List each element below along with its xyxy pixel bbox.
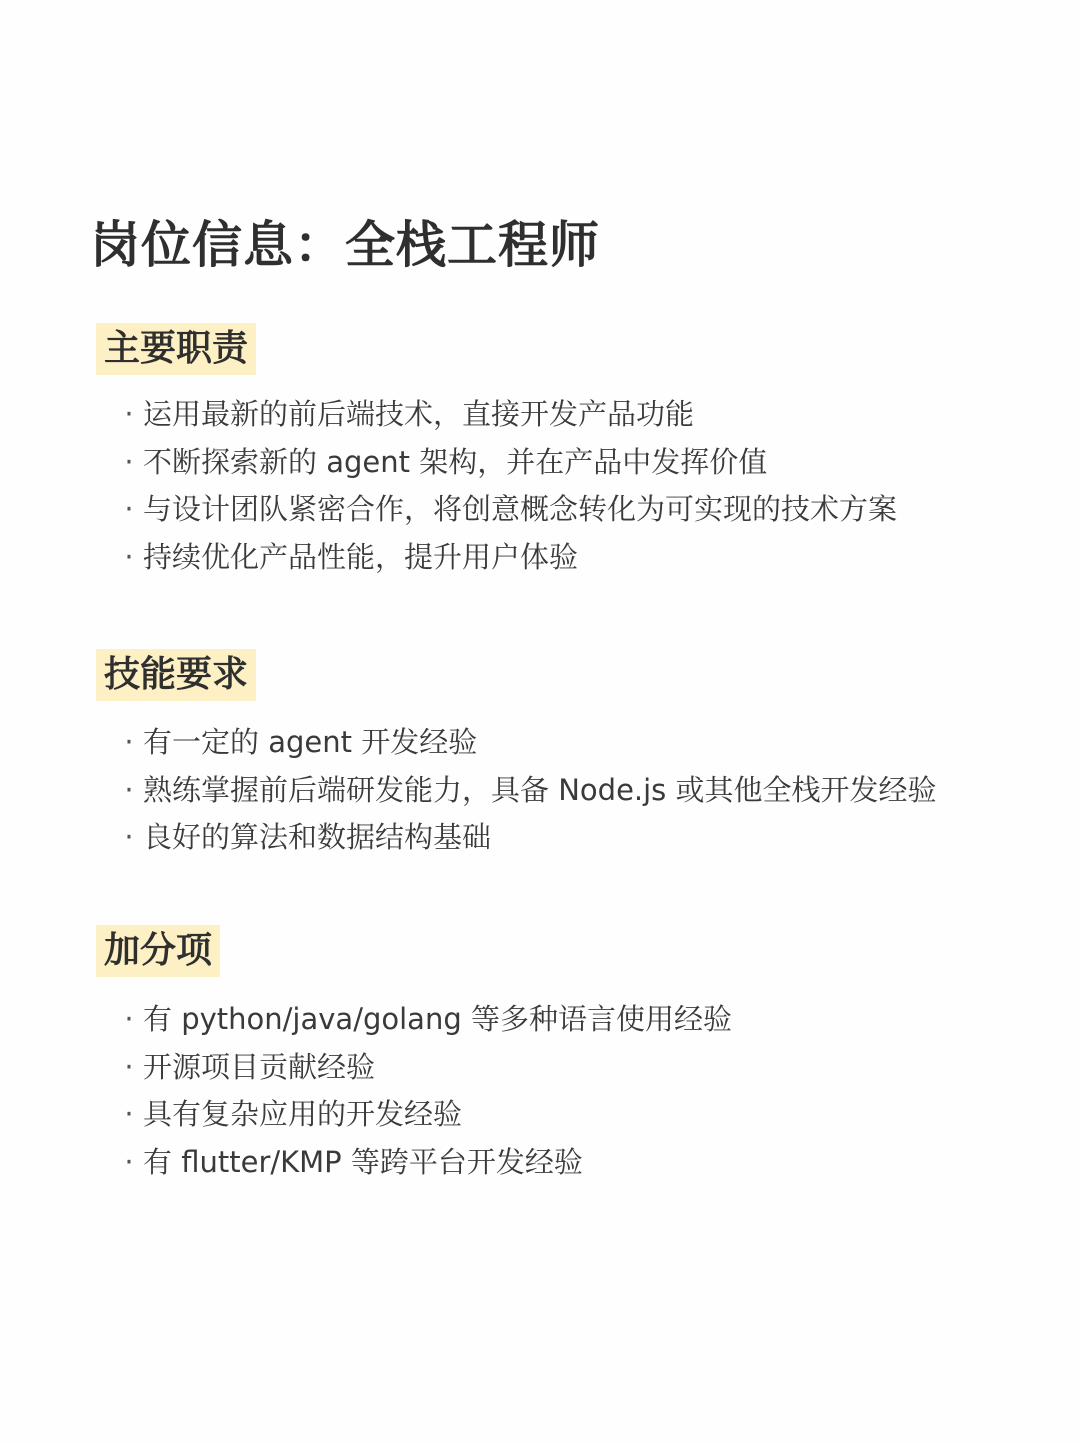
list-item (96, 1139, 996, 1187)
list-item (96, 1044, 996, 1092)
bullet-dot: · (124, 1049, 134, 1084)
bullet-dot: · (124, 1097, 134, 1131)
bullet-dot: · (124, 1002, 134, 1036)
list-item-text: 有一定的 agent 开发经验 (143, 725, 478, 759)
list-item-text: 不断探索新的 agent 架构，并在产品中发挥价值 (143, 444, 768, 479)
section-bonus-points (96, 925, 996, 1186)
list-item (96, 767, 996, 815)
list-item-text: 有 flutter/KMP 等跨平台开发经验 (143, 1144, 583, 1179)
bullet-dot: · (124, 492, 134, 526)
bullet-dot: · (124, 820, 134, 854)
bullet-dot: · (124, 772, 134, 807)
list-item (96, 1091, 996, 1139)
bullet-dot: · (124, 1144, 134, 1179)
bullet-dot: · (124, 539, 134, 574)
list-item (96, 996, 996, 1044)
section-heading: 加分项 (96, 925, 220, 977)
list-item (96, 439, 996, 487)
section-main-duties (96, 323, 996, 581)
section-skill-requirements (96, 649, 996, 862)
list-item-text: 良好的算法和数据结构基础 (143, 820, 492, 854)
skills-list (96, 719, 996, 862)
duties-list (96, 391, 996, 581)
list-item-text: 熟练掌握前后端研发能力，具备 Node.js 或其他全栈开发经验 (143, 772, 937, 807)
list-item-text: 与设计团队紧密合作，将创意概念转化为可实现的技术方案 (143, 492, 898, 526)
list-item-text: 具有复杂应用的开发经验 (143, 1097, 463, 1131)
bullet-dot: · (124, 397, 134, 431)
bonus-list (96, 996, 996, 1186)
list-item (96, 391, 996, 439)
list-item (96, 486, 996, 534)
list-item (96, 814, 996, 862)
list-item (96, 534, 996, 582)
bullet-dot: · (124, 444, 134, 479)
list-item-text: 运用最新的前后端技术，直接开发产品功能 (143, 397, 695, 431)
list-item-text: 开源项目贡献经验 (143, 1049, 376, 1084)
bullet-dot: · (124, 725, 134, 759)
list-item-text: 持续优化产品性能，提升用户体验 (143, 539, 579, 574)
list-item (96, 719, 996, 767)
section-heading: 技能要求 (96, 649, 256, 701)
section-heading: 主要职责 (96, 323, 256, 375)
list-item-text: 有 python/java/golang 等多种语言使用经验 (143, 1002, 732, 1036)
page-title: 岗位信息：全栈工程师 (90, 216, 600, 274)
